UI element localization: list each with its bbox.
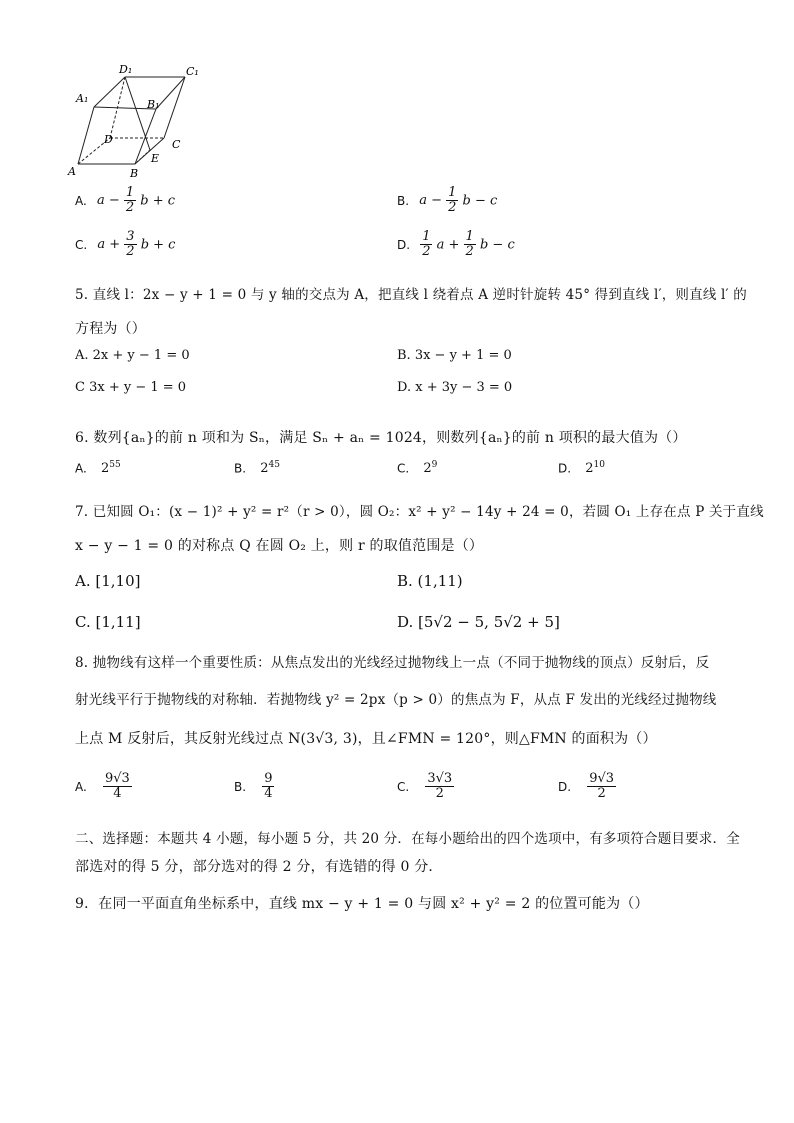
q5-stem-line1: 5. 直线 l：2x − y + 1 = 0 与 y 轴的交点为 A，把直线 l 绕着点 A 逆时针旋转 45° 得到直线 l′，则直线 l′ 的	[75, 287, 747, 303]
option-fraction: $\frac{3}{2}$	[126, 229, 135, 260]
q5-option-a: A. 2x + y − 1 = 0	[75, 348, 190, 363]
q5-option-b: B. 3x − y + 1 = 0	[397, 348, 512, 363]
vertex-label-d: D	[104, 133, 113, 146]
q6-option-b: B. $2^{45}$	[234, 460, 280, 477]
q7-option-b: B. (1,11)	[397, 572, 463, 590]
option-key: B.	[397, 193, 410, 208]
vertex-label-c: C	[172, 138, 181, 151]
q7-option-c: C. [1,11]	[75, 613, 141, 631]
q4-option-a	[75, 186, 175, 216]
q4-option-c	[75, 230, 175, 260]
q7-stem-line1: 7. 已知圆 O₁：(x − 1)² + y² = r²（r > 0），圆 O₂：x² + y² − 14y + 24 = 0，若圆 O₁ 上存在点 P 关于直线	[75, 504, 764, 520]
option-expr-part: a +	[436, 237, 460, 253]
q6-option-a: A. $2^{55}$	[75, 460, 121, 477]
q6-stem: 6. 数列{aₙ}的前 n 项和为 Sₙ，满足 Sₙ + aₙ = 1024，则数列{aₙ}的前 n 项积的最大值为（）	[75, 430, 687, 446]
q9-stem: 9．在同一平面直角坐标系中，直线 mx − y + 1 = 0 与圆 x² + y² = 2 的位置可能为（）	[75, 896, 649, 912]
vertex-label-b1: B₁	[147, 98, 160, 111]
q5-option-c: C 3x + y − 1 = 0	[75, 380, 187, 395]
vertex-label-e: E	[151, 152, 160, 165]
q7-option-d: D. [5√2 − 5, 5√2 + 5]	[397, 613, 560, 631]
q8-option-b: B. $\frac{9}{4}$	[234, 771, 273, 802]
option-expr-part: a −	[419, 193, 442, 209]
q5-option-d: D. x + 3y − 3 = 0	[397, 380, 513, 395]
q8-stem-line2: 射光线平行于抛物线的对称轴．若抛物线 y² = 2px（p > 0）的焦点为 F，从点 F 发出的光线经过抛物线	[75, 692, 717, 708]
q5-stem-line2: 方程为（）	[75, 321, 146, 337]
option-key: D.	[397, 237, 411, 252]
section2-instructions-line1: 二、选择题：本题共 4 小题，每小题 5 分，共 20 分．在每小题给出的四个选项中，有多项符合题目要求．全	[75, 831, 740, 847]
q4-option-d	[397, 230, 515, 260]
vertex-label-c1: C₁	[186, 65, 199, 78]
option-expr-part: b − c	[462, 193, 498, 209]
option-expr-part: a +	[97, 237, 121, 253]
q6-option-c: C. $2^9$	[397, 460, 438, 477]
vertex-label-b: B	[130, 167, 139, 180]
q8-stem-line3: 上点 M 反射后，其反射光线过点 N(3√3, 3)，且∠FMN = 120°，则△FMN 的面积为（）	[75, 731, 657, 747]
option-fraction: $\frac{1}{2}$	[465, 229, 474, 260]
section2-instructions-line2: 部选对的得 5 分，部分选对的得 2 分，有选错的得 0 分．	[75, 859, 443, 875]
vertex-label-a: A	[68, 165, 76, 178]
q8-option-d: D. $\frac{9√3}{2}$	[558, 771, 615, 802]
q6-option-d: D. $2^{10}$	[558, 460, 605, 477]
q7-stem-line2: x − y − 1 = 0 的对称点 Q 在圆 O₂ 上，则 r 的取值范围是（）	[75, 538, 484, 554]
q8-stem-line1: 8. 抛物线有这样一个重要性质：从焦点发出的光线经过抛物线上一点（不同于抛物线的顶点）反射后，反	[75, 655, 710, 671]
option-key: A.	[75, 193, 87, 208]
option-fraction: $\frac{1}{2}$	[422, 229, 431, 260]
option-expr-part: b − c	[479, 237, 515, 253]
vertex-label-a1: A₁	[76, 92, 89, 105]
option-fraction: $\frac{1}{2}$	[448, 185, 457, 216]
q4-option-b	[397, 186, 497, 216]
option-expr-part: a −	[96, 193, 120, 209]
parallelepiped-figure	[62, 62, 212, 182]
option-key: C.	[75, 237, 88, 252]
option-expr-part: b + c	[140, 237, 176, 253]
vertex-label-d1: D₁	[119, 63, 133, 76]
q8-option-a: A. $\frac{9√3}{4}$	[75, 771, 130, 802]
q7-option-a: A. [1,10]	[75, 572, 141, 590]
q8-option-c: C. $\frac{3√3}{2}$	[397, 771, 453, 802]
option-expr-part: b + c	[140, 193, 176, 209]
option-fraction: $\frac{1}{2}$	[125, 185, 135, 216]
